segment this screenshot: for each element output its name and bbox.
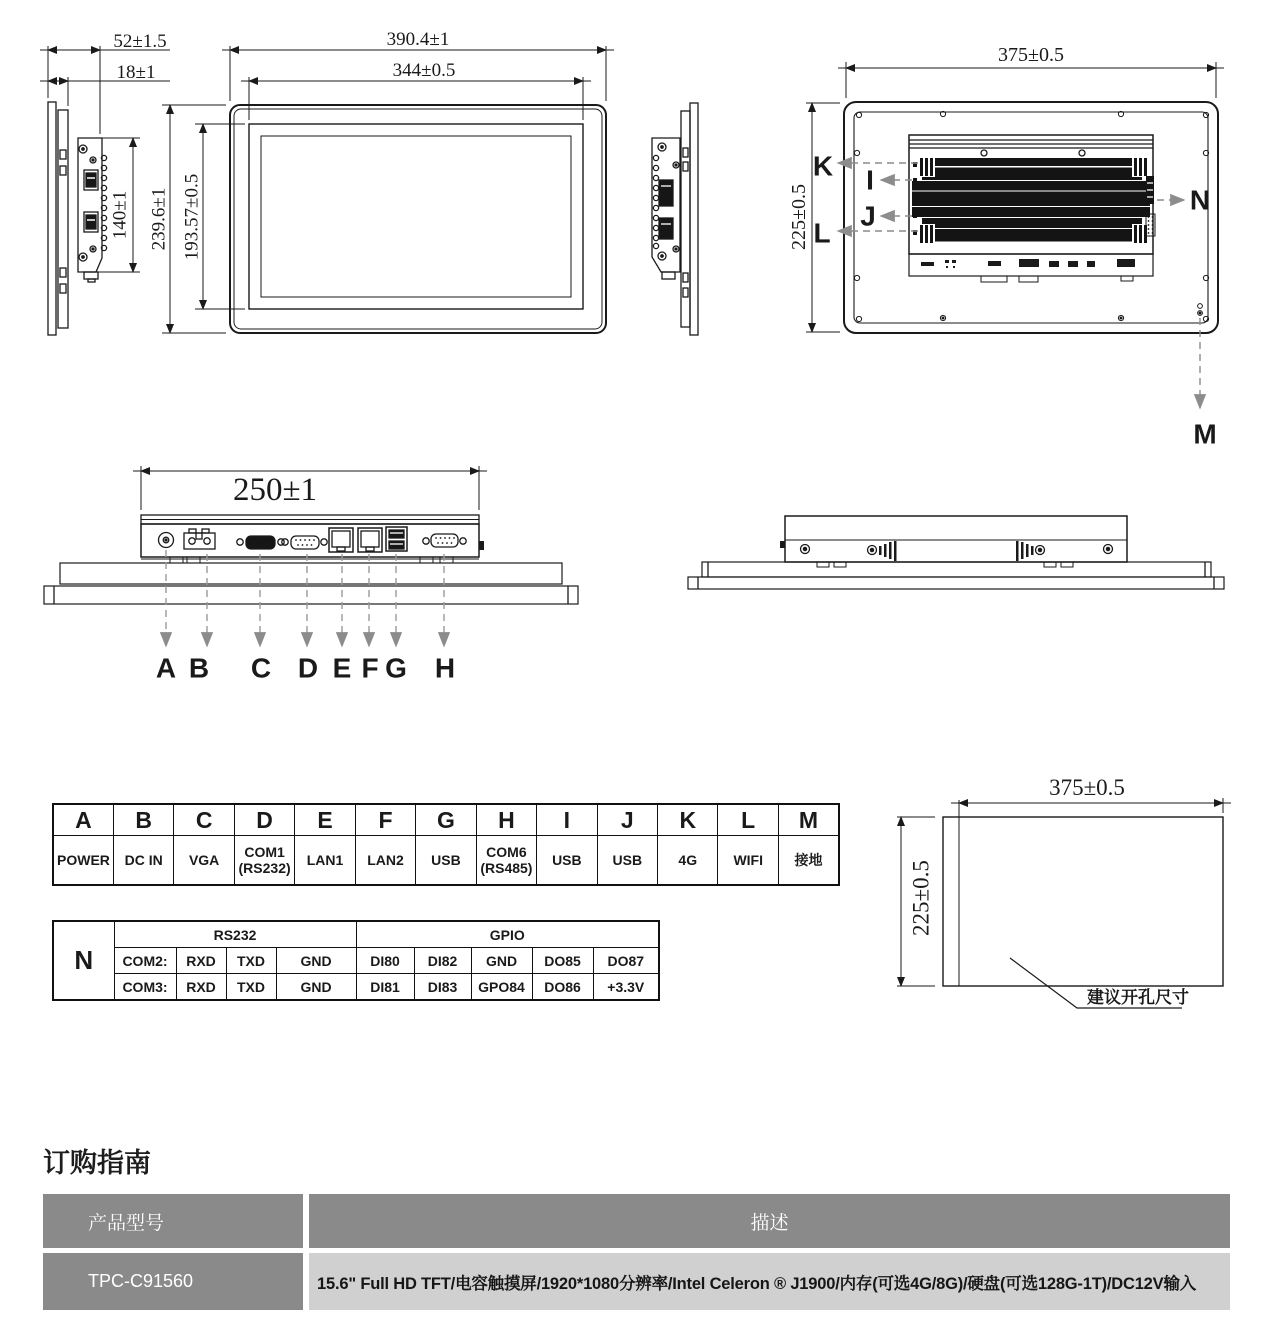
callout-e: E (332, 652, 352, 684)
port-value: 接地 (778, 836, 839, 886)
order-guide-table (43, 1194, 1230, 1310)
port-letter: F (355, 804, 415, 836)
com1-port-icon (282, 536, 327, 549)
port-letter: K (658, 804, 718, 836)
pin-cell: RXD (176, 974, 226, 1001)
order-col-model: 产品型号 (43, 1194, 303, 1248)
screws (801, 545, 1113, 555)
port-value: USB (597, 836, 657, 886)
order-description: 15.6" Full HD TFT/电容触摸屏/1920*1080分辨率/Intel Celeron ® J1900/内存(可选4G/8G)/硬盘(可选128G-1T)/DC12V输入 (309, 1253, 1230, 1310)
port-value: USB (537, 836, 597, 886)
port-letter: J (597, 804, 657, 836)
pin-cell: DO87 (593, 948, 659, 974)
port-letter: E (295, 804, 355, 836)
top-view (688, 516, 1224, 589)
order-guide-heading: 订购指南 (43, 1148, 151, 1178)
pin-cell: DI83 (414, 974, 471, 1001)
pin-cell: DO86 (532, 974, 593, 1001)
port-legend-table (52, 803, 840, 886)
dim-width-outer: 390.4±1 (386, 29, 450, 50)
callout-a: A (155, 652, 177, 684)
callout-k: K (812, 150, 834, 182)
port-value: LAN2 (355, 836, 415, 886)
dim-module-height: 140±1 (109, 190, 131, 240)
rear-view (788, 44, 1224, 450)
pin-cell: GND (276, 948, 356, 974)
port-letter: I (537, 804, 597, 836)
n-table-row-com3 (53, 974, 659, 1001)
order-header-row (43, 1194, 1230, 1248)
port-letter: B (113, 804, 173, 836)
group-gpio: GPIO (356, 921, 659, 948)
callout-m: M (1193, 418, 1217, 450)
dim-width-display: 344±0.5 (392, 60, 456, 81)
n-table-row-com2 (53, 948, 659, 974)
dim-cutout-height: 225±0.5 (908, 860, 934, 936)
pin-cell: DI80 (356, 948, 414, 974)
pin-cell: DO85 (532, 948, 593, 974)
terminal-pins-icon (653, 155, 658, 248)
port-letter: H (476, 804, 536, 836)
lan-ports-side-icon (659, 180, 673, 239)
port-value: WIFI (718, 836, 778, 886)
callout-b: B (188, 652, 210, 684)
dim-depth-front: 18±1 (116, 62, 156, 83)
port-letter: L (718, 804, 778, 836)
pin-cell: TXD (226, 974, 276, 1001)
heatsink (909, 135, 1155, 282)
pin-cell: DI81 (356, 974, 414, 1001)
port-value: COM6 (RS485) (476, 836, 536, 886)
io-strip-icons (921, 259, 1135, 268)
dim-height-outer: 239.6±1 (148, 187, 170, 251)
port-legend-value-row (53, 836, 839, 886)
pin-cell: GPO84 (471, 974, 532, 1001)
dim-cutout-width: 375±0.5 (1049, 775, 1125, 800)
callout-c: C (250, 652, 272, 684)
bottom-view (44, 466, 578, 684)
callout-h: H (434, 652, 456, 684)
order-model: TPC-C91560 (43, 1253, 303, 1310)
group-rs232: RS232 (114, 921, 356, 948)
dim-rear-width: 375±0.5 (998, 44, 1064, 66)
cutout-note: 建议开孔尺寸 (1087, 988, 1189, 1007)
dc-terminal-icon (184, 529, 215, 549)
callout-g: G (385, 652, 407, 684)
dim-rear-height: 225±0.5 (788, 184, 810, 250)
callout-f: F (361, 652, 379, 684)
dim-bottom-width: 250±1 (232, 472, 318, 508)
pin-cell: RXD (176, 948, 226, 974)
port-value: DC IN (113, 836, 173, 886)
n-label: N (53, 921, 114, 1000)
pin-cell: GND (276, 974, 356, 1001)
port-value: VGA (174, 836, 234, 886)
port-letter: D (234, 804, 294, 836)
pin-cell: COM3: (114, 974, 176, 1001)
port-letter: M (778, 804, 839, 836)
speaker-grille-left-icon (879, 541, 897, 561)
screws (79, 145, 96, 261)
dim-height-display: 193.57±0.5 (181, 173, 203, 261)
pin-cell: GND (471, 948, 532, 974)
callout-d: D (297, 652, 319, 684)
front-view (149, 29, 615, 333)
dim-depth-total: 52±1.5 (113, 31, 167, 52)
side-view-left (40, 31, 170, 335)
port-value: COM1 (RS232) (234, 836, 294, 886)
port-legend-header-row (53, 804, 839, 836)
n-pin-table (52, 920, 660, 1001)
pin-cell: COM2: (114, 948, 176, 974)
n-table-group-row (53, 921, 659, 948)
pin-cell: DI82 (414, 948, 471, 974)
pin-cell: TXD (226, 948, 276, 974)
speaker-grille-right-icon (1016, 541, 1034, 561)
port-value: 4G (658, 836, 718, 886)
port-value: USB (416, 836, 476, 886)
vga-port-icon (237, 536, 284, 549)
port-value: LAN1 (295, 836, 355, 886)
com6-port-icon (423, 534, 466, 547)
port-letter: C (174, 804, 234, 836)
lan1-port-icon (329, 528, 353, 552)
port-letter: G (416, 804, 476, 836)
callout-j: J (860, 200, 876, 232)
port-letter: A (53, 804, 113, 836)
usb-ports-side-icon (84, 170, 98, 232)
dc-jack-icon (159, 533, 174, 548)
order-data-row (43, 1253, 1230, 1310)
callout-l: L (813, 217, 831, 249)
side-view-right (652, 103, 698, 335)
cutout-diagram (897, 775, 1231, 1008)
callout-n: N (1189, 184, 1211, 216)
lan2-port-icon (358, 528, 382, 552)
callout-i: I (866, 164, 874, 196)
pin-cell: +3.3V (593, 974, 659, 1001)
order-col-description: 描述 (309, 1194, 1230, 1248)
usb-stack-icon (386, 527, 407, 551)
port-value: POWER (53, 836, 113, 886)
